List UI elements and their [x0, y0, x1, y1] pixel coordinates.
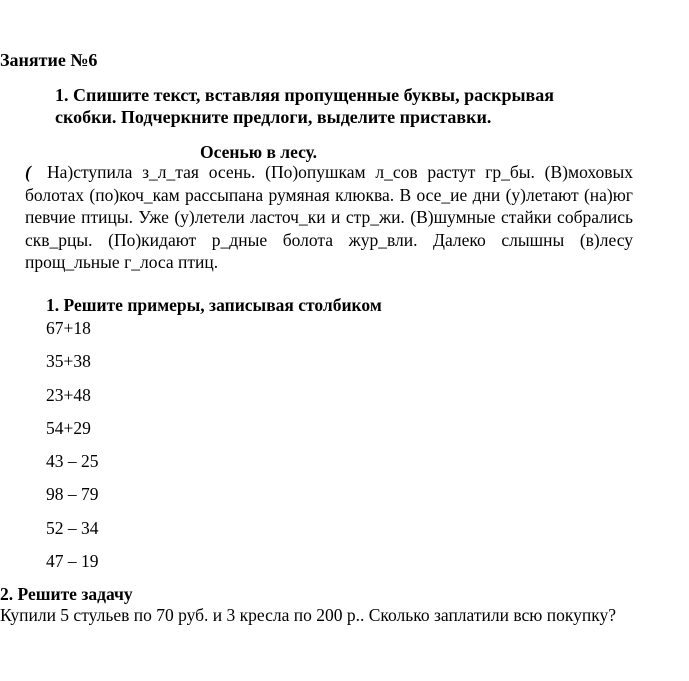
- task1-line-1: 1. Спишите текст, вставляя пропущенные буквы, раскрывая: [55, 85, 554, 105]
- task1-instructions: [55, 84, 554, 128]
- story-body: На)ступила з_л_тая осень. (По)опушкам л_сов растут гр_бы. (В)моховых болотах (по)коч_кам рассыпана румяная клюква. В осе_ие дни (у)летают (на)юг певчие птицы. Уже (у)летели ласточ_ки и стр_жи. (В)шумные стайки собрались скв_рцы. (По)кидают р_дные болота жур_вли. Далеко слышны (в)лесу прощ_льные г_лоса птиц.: [25, 162, 633, 272]
- story-text: [25, 161, 633, 274]
- example-item: 67+18: [46, 318, 91, 338]
- task2-text: Купили 5 стульев по 70 руб. и 3 кресла по 200 р.. Сколько заплатили всю покупку?: [0, 605, 616, 625]
- example-item: 43 – 25: [46, 451, 99, 472]
- example-item: 52 – 34: [46, 517, 99, 538]
- example-item: 23+48: [46, 384, 91, 405]
- lesson-title: Занятие №6: [0, 50, 98, 70]
- math-task-title: 1. Решите примеры, записывая столбиком: [46, 295, 382, 315]
- example-item: 98 – 79: [46, 484, 99, 505]
- example-item: 47 – 19: [46, 551, 99, 572]
- example-item: 35+38: [46, 351, 91, 372]
- story-open-paren: (: [25, 162, 31, 182]
- example-item: 54+29: [46, 417, 91, 438]
- examples-list: [46, 318, 99, 584]
- story-title: Осенью в лесу.: [200, 142, 317, 162]
- paragraph-indent: [25, 161, 47, 184]
- task2-title: 2. Решите задачу: [0, 584, 133, 604]
- task1-line-2: скобки. Подчеркните предлоги, выделите приставки.: [55, 107, 492, 127]
